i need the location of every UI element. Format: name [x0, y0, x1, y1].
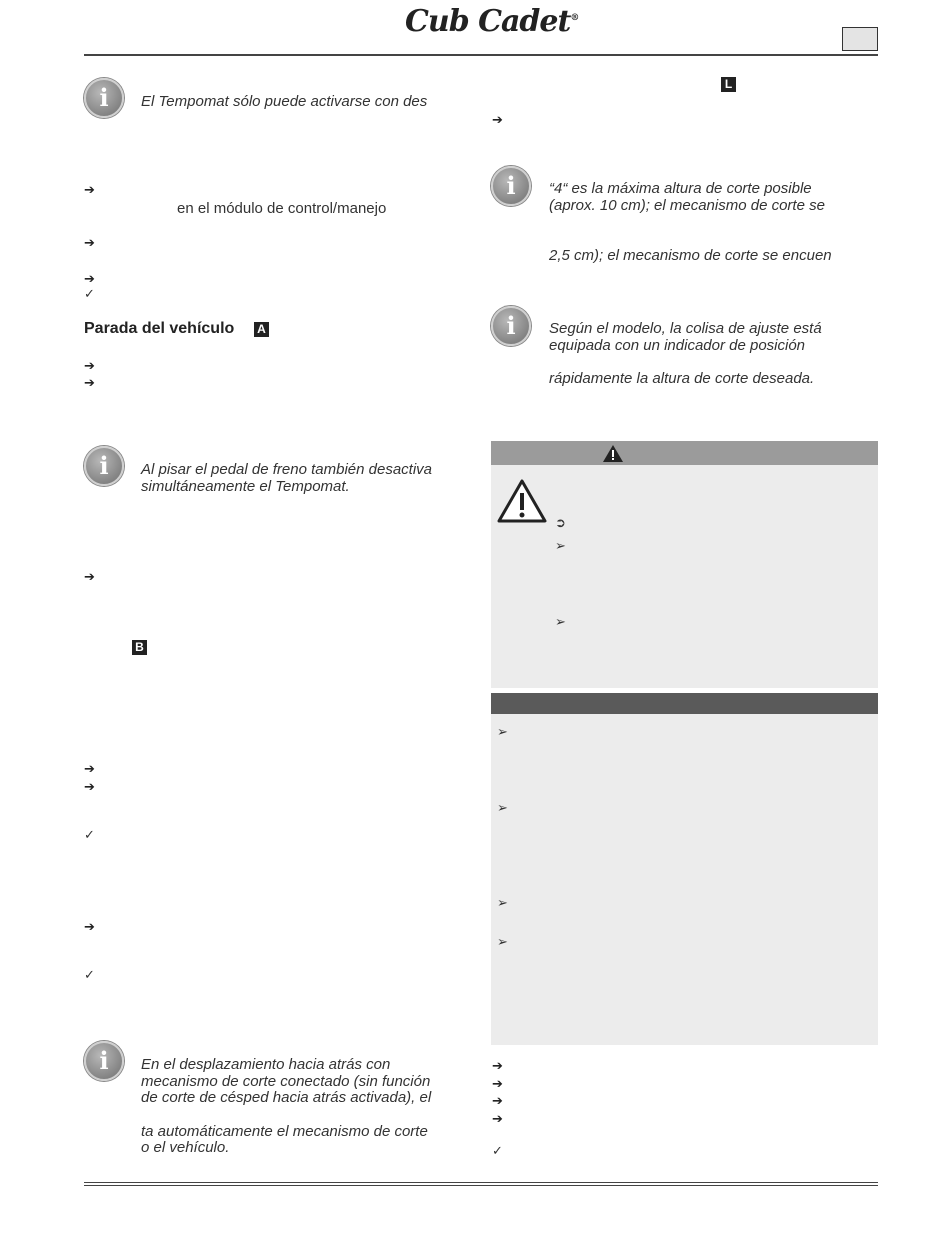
note-height-line1: “4“ es la máxima altura de corte posible — [549, 180, 812, 197]
arrow-icon: ➔ — [84, 182, 95, 197]
registered-mark: ® — [570, 13, 579, 23]
arrow-icon: ➔ — [492, 1058, 503, 1073]
check-icon: ✓ — [492, 1143, 503, 1158]
notice-header — [491, 693, 878, 714]
arrow-icon: ➔ — [84, 375, 95, 390]
bullet-arrow-icon: ➢ — [497, 895, 508, 910]
info-icon: i — [84, 78, 124, 118]
check-icon: ✓ — [84, 286, 95, 301]
note-slider-line2: equipada con un indicador de posición — [549, 337, 806, 354]
note-reverse-line2: mecanismo de corte conectado (sin función — [141, 1073, 431, 1090]
note-slider-line3: rápidamente la altura de corte deseada. — [549, 370, 815, 387]
page-number-box — [842, 27, 878, 51]
control-module-text: en el módulo de control/manejo — [177, 200, 387, 217]
info-icon: i — [491, 166, 531, 206]
footer-rule-bottom — [84, 1185, 878, 1186]
arrow-icon: ➔ — [84, 235, 95, 250]
bullet-arrow-icon: ➢ — [555, 614, 566, 629]
section-title-stop-vehicle: Parada del vehículo — [84, 320, 235, 337]
header-rule — [84, 54, 878, 56]
arrow-icon: ➔ — [84, 761, 95, 776]
note-brake-line2: simultáneamente el Tempomat. — [141, 478, 350, 495]
badge-b: B — [132, 640, 147, 655]
arrow-icon: ➔ — [492, 112, 503, 127]
circle-arrow-icon: ➲ — [555, 515, 566, 530]
check-icon: ✓ — [84, 967, 95, 982]
bullet-arrow-icon: ➢ — [497, 934, 508, 949]
arrow-icon: ➔ — [84, 569, 95, 584]
note-reverse-line4: ta automáticamente el mecanismo de corte — [141, 1123, 428, 1140]
arrow-icon: ➔ — [84, 358, 95, 373]
arrow-icon: ➔ — [492, 1093, 503, 1108]
brand-name: Cub Cadet — [405, 4, 571, 39]
footer-rule-top — [84, 1182, 878, 1183]
notice-panel — [491, 693, 878, 1045]
badge-a: A — [254, 322, 269, 337]
note-height-line2: (aprox. 10 cm); el mecanismo de corte se — [549, 197, 825, 214]
note-tempomat-activation: El Tempomat sólo puede activarse con des — [141, 93, 428, 110]
badge-l: L — [721, 77, 736, 92]
bullet-arrow-icon: ➢ — [497, 724, 508, 739]
caution-triangle-icon — [496, 478, 548, 524]
note-height-line3: 2,5 cm); el mecanismo de corte se encuen — [549, 247, 832, 264]
bullet-arrow-icon: ➢ — [497, 800, 508, 815]
arrow-icon: ➔ — [492, 1076, 503, 1091]
info-icon: i — [491, 306, 531, 346]
arrow-icon: ➔ — [84, 271, 95, 286]
note-slider-line1: Según el modelo, la colisa de ajuste está — [549, 320, 822, 337]
check-icon: ✓ — [84, 827, 95, 842]
info-icon: i — [84, 446, 124, 486]
arrow-icon: ➔ — [84, 779, 95, 794]
bullet-arrow-icon: ➢ — [555, 538, 566, 553]
note-brake-line1: Al pisar el pedal de freno también desactiva — [141, 461, 433, 478]
note-reverse-line3: de corte de césped hacia atrás activada), el — [141, 1089, 432, 1106]
note-reverse-line1: En el desplazamiento hacia atrás con — [141, 1056, 391, 1073]
warning-panel — [491, 441, 878, 688]
info-icon: i — [84, 1041, 124, 1081]
note-reverse-line5: o el vehículo. — [141, 1139, 230, 1156]
arrow-icon: ➔ — [492, 1111, 503, 1126]
arrow-icon: ➔ — [84, 919, 95, 934]
warning-header — [491, 441, 878, 465]
warning-triangle-icon — [602, 444, 624, 463]
brand-logo — [405, 4, 578, 39]
